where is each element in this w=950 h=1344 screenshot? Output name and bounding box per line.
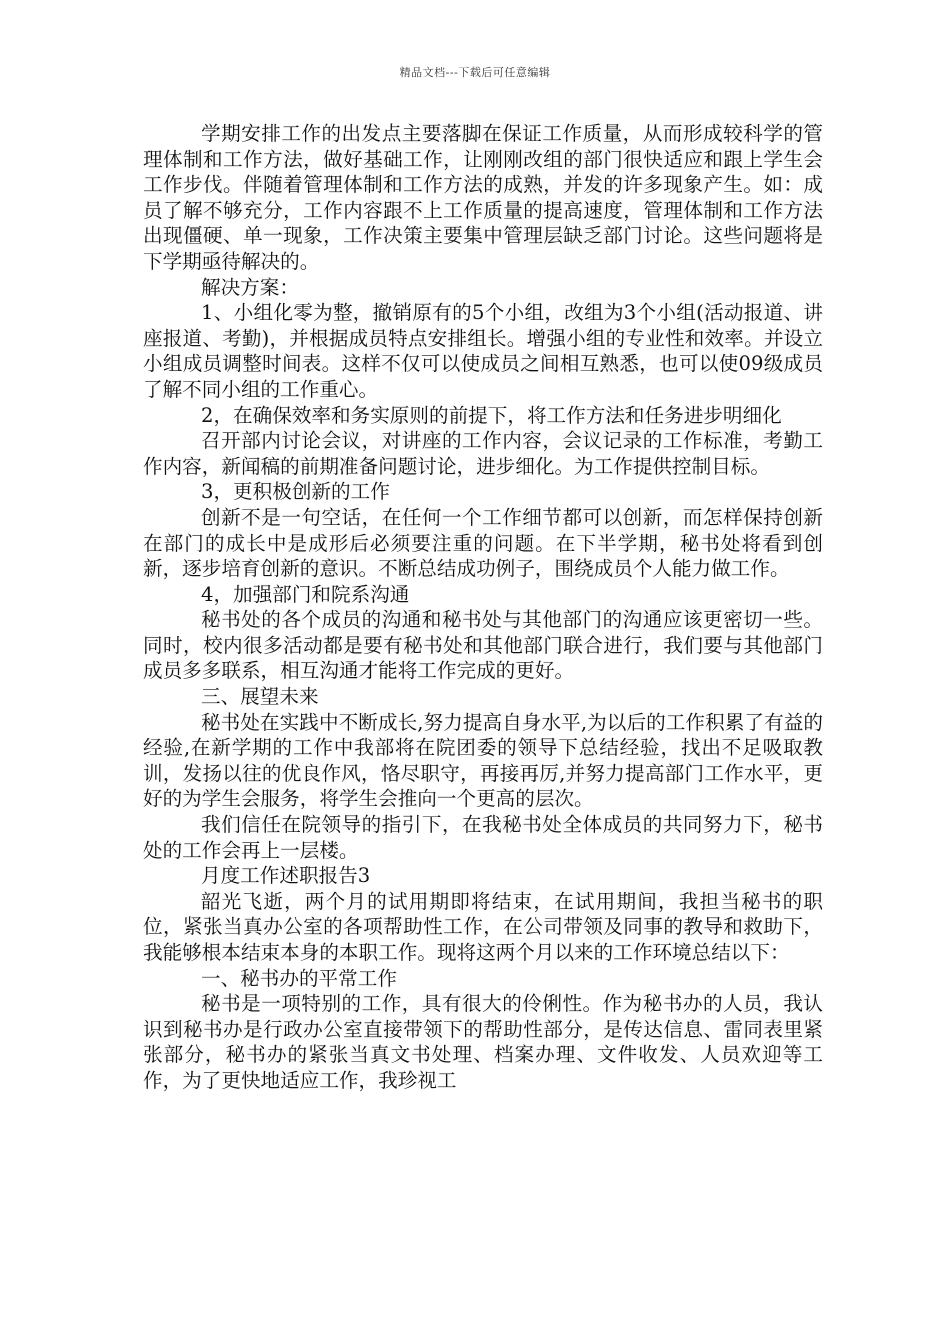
page-header: 精品文档---下载后可任意编辑 — [399, 66, 551, 79]
paragraph-report-intro: 韶光飞逝，两个月的试用期即将结束，在试用期间，我担当秘书的职位，紧张当真办公室的各项帮助性工作，在公司带领及同事的教导和救助下，我能够根本结束本身的本职工作。现将这两个月以来的工作环境总结以下： — [143, 889, 823, 964]
paragraph-outlook-detail: 秘书处在实践中不断成长,努力提高自身水平,为以后的工作积累了有益的经验,在新学期的工作中我部将在院团委的领导下总结经验，找出不足吸取教训，发扬以往的优良作风，恪尽职守，再接再厉,并努力提高部门工作水平，更好的为学生会服务，将学生会推向一个更高的层次。 — [143, 710, 823, 811]
document-body — [143, 121, 823, 1094]
paragraph-item-3: 3，更积极创新的工作 — [201, 480, 390, 504]
paragraph-report-title: 月度工作述职报告3 — [201, 864, 371, 888]
paragraph-section-1-detail: 秘书是一项特别的工作，具有很大的伶俐性。作为秘书办的人员，我认识到秘书办是行政办公室直接带领下的帮助性部分，是传达信息、雷同表里紧张部分，秘书办的紧张当真文书处理、档案办理、文件收发、人员欢迎等工作，为了更快地适应工作，我珍视工 — [143, 992, 823, 1092]
paragraph-item-2-detail: 召开部内讨论会议，对讲座的工作内容，会议记录的工作标准，考勤工作内容，新闻稿的前期准备问题讨论，进步细化。为工作提供控制目标。 — [143, 429, 823, 478]
paragraph-item-3-detail: 创新不是一句空话，在任何一个工作细节都可以创新，而怎样保持创新在部门的成长中是成形后必须要注重的问题。在下半学期，秘书处将看到创新，逐步培育创新的意识。不断总结成功例子，围绕成员个人能力做工作。 — [143, 505, 823, 581]
paragraph-section-1-heading: 一、秘书办的平常工作 — [201, 966, 397, 990]
paragraph-intro: 学期安排工作的出发点主要落脚在保证工作质量，从而形成较科学的管理体制和工作方法，做好基础工作，让刚刚改组的部门很快适应和跟上学生会工作步伐。伴随着管理体制和工作方法的成熟，并发的许多现象产生。如：成员了解不够充分，工作内容跟不上工作质量的提高速度，管理体制和工作方法出现僵硬、单一现象，工作决策主要集中管理层缺乏部门讨论。这些问题将是下学期亟待解决的。 — [143, 122, 823, 273]
paragraph-outlook-heading: 三、展望未来 — [201, 685, 319, 709]
paragraph-item-4-detail: 秘书处的各个成员的沟通和秘书处与其他部门的沟通应该更密切一些。同时，校内很多活动都是要有秘书处和其他部门联合进行，我们要与其他部门成员多多联系，相互沟通才能将工作完成的更好。 — [143, 608, 823, 683]
paragraph-solution-heading: 解决方案： — [201, 275, 299, 299]
paragraph-closing: 我们信任在院领导的指引下，在我秘书处全体成员的共同努力下，秘书处的工作会再上一层楼。 — [143, 813, 823, 862]
paragraph-item-2: 2，在确保效率和务实原则的前提下，将工作方法和任务进步明细化 — [201, 403, 782, 427]
paragraph-item-4: 4，加强部门和院系沟通 — [201, 582, 410, 606]
paragraph-item-1: 1、小组化零为整，撤销原有的5个小组，改组为3个小组(活动报道、讲座报道、考勤)，并根据成员特点安排组长。增强小组的专业性和效率。并设立小组成员调整时间表。这样不仅可以使成员之间相互熟悉，也可以使09级成员了解不同小组的工作重心。 — [143, 301, 823, 401]
